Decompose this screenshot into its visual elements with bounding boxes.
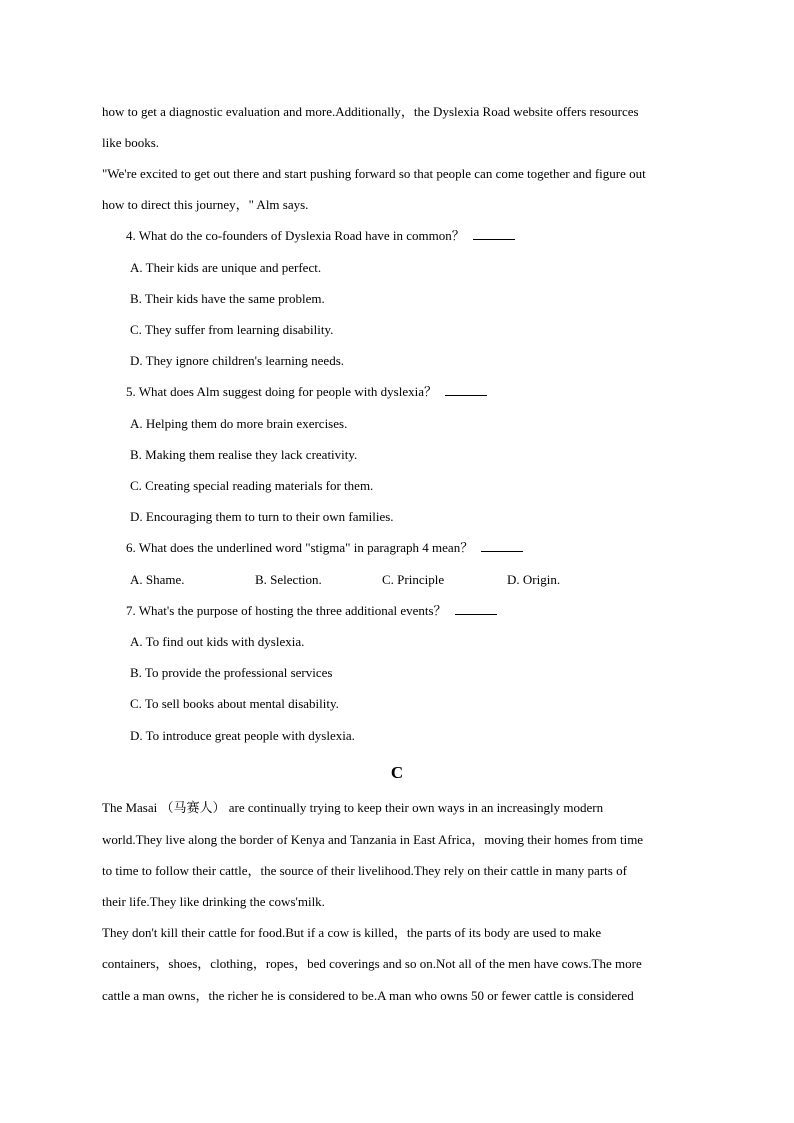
option: B. Selection. bbox=[255, 572, 322, 587]
option: B. To provide the professional services bbox=[130, 665, 333, 680]
option: C. They suffer from learning disability. bbox=[130, 322, 334, 337]
question-4 bbox=[126, 227, 726, 245]
option: B. Making them realise they lack creativity. bbox=[130, 447, 358, 462]
question-7 bbox=[126, 602, 726, 620]
passage-line: how to get a diagnostic evaluation and more.Additionally，the Dyslexia Road website offers resources bbox=[102, 104, 639, 119]
passage-line: world.They live along the border of Kenya and Tanzania in East Africa，moving their homes from time bbox=[102, 832, 644, 847]
passage-line: The Masai （马赛人） are continually trying to keep their own ways in an increasingly modern bbox=[102, 800, 604, 815]
option: D. Origin. bbox=[507, 572, 561, 587]
option: D. Encouraging them to turn to their own families. bbox=[130, 509, 394, 524]
answer-blank bbox=[455, 602, 497, 615]
option: A. Helping them do more brain exercises. bbox=[130, 416, 348, 431]
passage-line: cattle a man owns，the richer he is considered to be.A man who owns 50 or fewer cattle is considered bbox=[102, 988, 634, 1003]
passage-line: how to direct this journey，" Alm says. bbox=[102, 197, 309, 212]
option: C. To sell books about mental disability. bbox=[130, 696, 339, 711]
question-5 bbox=[126, 383, 726, 401]
option: B. Their kids have the same problem. bbox=[130, 291, 325, 306]
option: A. Their kids are unique and perfect. bbox=[130, 260, 322, 275]
answer-blank bbox=[445, 383, 487, 396]
passage-line: "We're excited to get out there and start pushing forward so that people can come together and figure out bbox=[102, 166, 646, 181]
question-stem: 4. What do the co-founders of Dyslexia Road have in common？ bbox=[126, 228, 465, 243]
passage-line: their life.They like drinking the cows'milk. bbox=[102, 894, 325, 909]
option: D. They ignore children's learning needs. bbox=[130, 353, 345, 368]
question-stem: 7. What's the purpose of hosting the three additional events？ bbox=[126, 603, 447, 618]
answer-blank bbox=[481, 539, 523, 552]
section-heading: C bbox=[390, 763, 404, 782]
question-stem: 6. What does the underlined word "stigma" in paragraph 4 mean？ bbox=[126, 540, 474, 555]
question-6 bbox=[126, 539, 726, 557]
answer-blank bbox=[473, 227, 515, 240]
question-stem: 5. What does Alm suggest doing for people with dyslexia？ bbox=[126, 384, 437, 399]
option: A. Shame. bbox=[130, 572, 185, 587]
option: C. Principle bbox=[382, 572, 445, 587]
passage-line: containers，shoes，clothing，ropes，bed coverings and so on.Not all of the men have cows.The more bbox=[102, 956, 642, 971]
option: C. Creating special reading materials for them. bbox=[130, 478, 374, 493]
passage-line: They don't kill their cattle for food.But if a cow is killed，the parts of its body are used to make bbox=[102, 925, 602, 940]
option: A. To find out kids with dyslexia. bbox=[130, 634, 305, 649]
option: D. To introduce great people with dyslexia. bbox=[130, 728, 355, 743]
passage-line: like books. bbox=[102, 135, 160, 150]
passage-line: to time to follow their cattle，the source of their livelihood.They rely on their cattle in many parts of bbox=[102, 863, 627, 878]
